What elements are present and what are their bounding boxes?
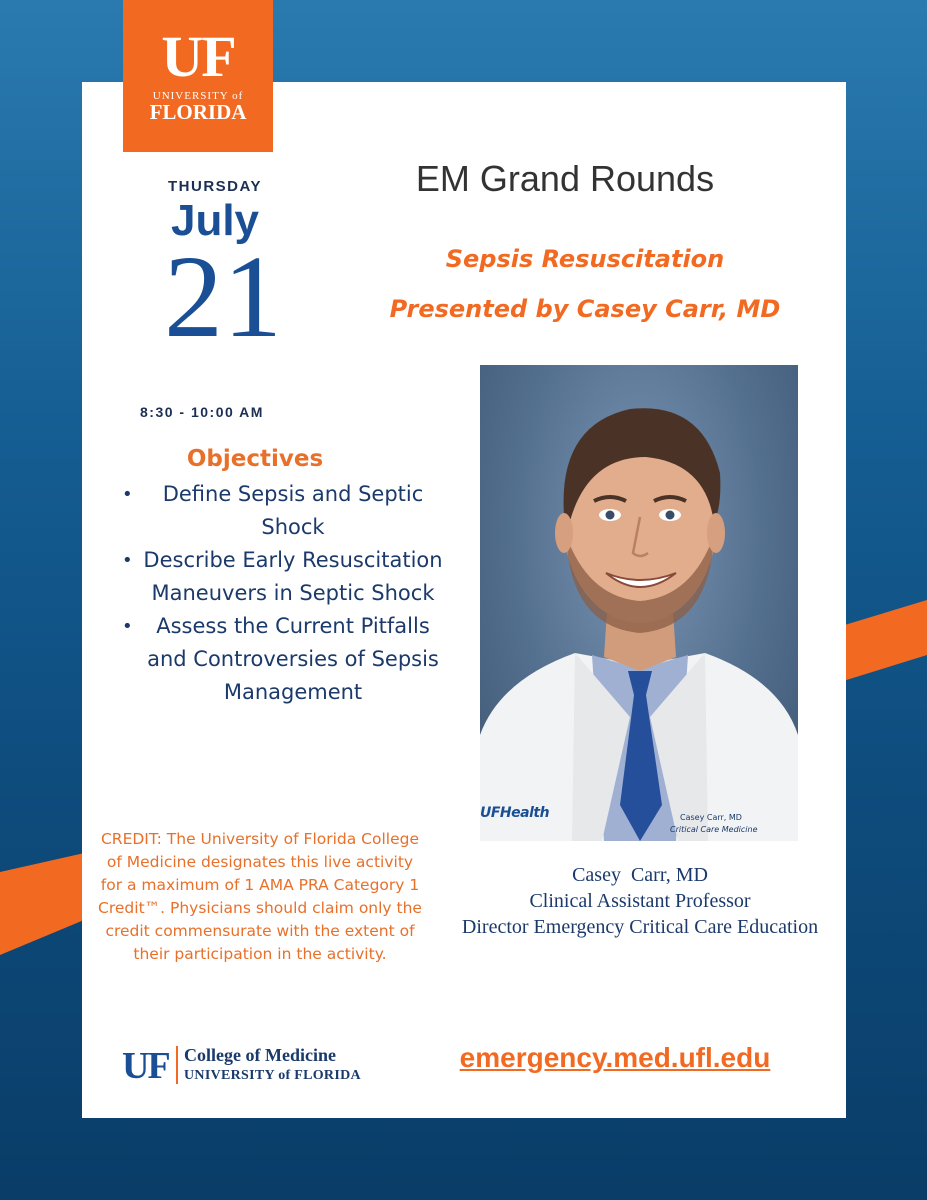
uf-logo [123, 0, 273, 152]
credit-statement: CREDIT: The University of Florida College of Medicine designates this live activity for a maximum of 1 AMA PRA Category 1 Credit™. Physicians should claim only the credit commensurate with the extent of their participation in the activity. [98, 830, 422, 963]
objectives-list [115, 478, 445, 709]
footer-uf-mark: UF [122, 1045, 169, 1087]
footer-logo-divider [176, 1046, 178, 1084]
speaker-position: Director Emergency Critical Care Education [461, 916, 819, 938]
objective-item: • Describe Early Resuscitation Maneuvers in Septic Shock [115, 544, 445, 610]
speaker-portrait-illustration [480, 365, 798, 841]
coat-dept-embroidery: Critical Care Medicine [670, 825, 758, 834]
event-topic: Sepsis Resuscitation [445, 245, 725, 273]
event-date-number: 21 [164, 231, 282, 362]
uf-logo-university: UNIVERSITY of [152, 90, 244, 102]
event-month: July [170, 196, 260, 245]
speaker-photo [480, 365, 798, 841]
footer-college-name: College of Medicine [184, 1045, 336, 1065]
event-day: THURSDAY [168, 178, 262, 195]
speaker-info [420, 862, 860, 940]
event-subtitle [350, 234, 820, 334]
website-link[interactable]: emergency.med.ufl.edu [459, 1042, 771, 1073]
speaker-name: Casey Carr, MD [572, 864, 708, 886]
speaker-role: Clinical Assistant Professor [529, 890, 751, 912]
coat-name-embroidery: Casey Carr, MD [680, 813, 742, 822]
ufhealth-badge: UFHealth [480, 805, 550, 821]
bullet-icon: • [122, 484, 133, 505]
event-time: 8:30 - 10:00 AM [140, 404, 264, 420]
uf-logo-florida: FLORIDA [149, 100, 247, 124]
bullet-icon: • [122, 550, 133, 571]
footer-university-name: UNIVERSITY of FLORIDA [184, 1068, 361, 1083]
college-of-medicine-logo [122, 1040, 382, 1090]
objectives-heading: Objectives [186, 446, 324, 472]
objective-item: • Assess the Current Pitfalls and Controversies of Sepsis Management [115, 610, 445, 709]
bullet-icon: • [122, 616, 133, 637]
uf-logo-mark: UF [161, 24, 235, 89]
event-presenter: Presented by Casey Carr, MD [389, 295, 781, 323]
objective-item: • Define Sepsis and Septic Shock [115, 478, 445, 544]
event-title: EM Grand Rounds [415, 158, 715, 199]
